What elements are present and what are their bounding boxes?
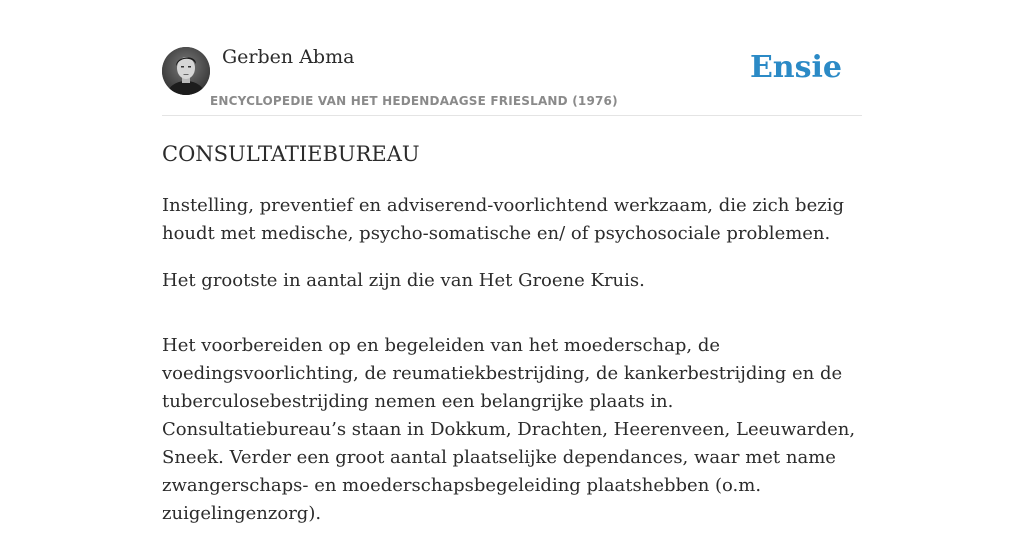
author-avatar[interactable] [162,47,210,95]
article-header [162,0,862,116]
paragraph-definition: Instelling, preventief en adviserend-voorlichtend werkzaam, die zich bezig houdt met medische, psycho-somatische en/ of psychosociale problemen. [162,195,844,244]
author-name[interactable]: Gerben Abma [222,46,355,68]
paragraph-groene-kruis: Het grootste in aantal zijn die van Het Groene Kruis. [162,270,645,291]
article-body [162,192,862,547]
article-page [162,0,862,524]
source-label[interactable]: ENCYCLOPEDIE VAN HET HEDENDAAGSE FRIESLAND (1976) [210,94,618,108]
author-portrait-icon [162,47,210,95]
paragraph-activities: Het voorbereiden op en begeleiden van het moederschap, de voedingsvoorlichting, de reumatiekbestrijding, de kankerbestrijding en de tuberculosebestrijding nemen een belangrijke plaats in. Consultatiebureau’s staan in Dokkum, Drachten, Heerenveen, Leeuwarden, Sneek. Verder een groot aantal plaatselijke dependances, waar met name zwangerschaps- en moederschapsbegeleiding plaatshebben (o.m. zuigelingenzorg). [162,335,856,524]
brand-logo[interactable]: Ensie [749,50,842,85]
page-title: CONSULTATIEBUREAU [162,142,420,166]
